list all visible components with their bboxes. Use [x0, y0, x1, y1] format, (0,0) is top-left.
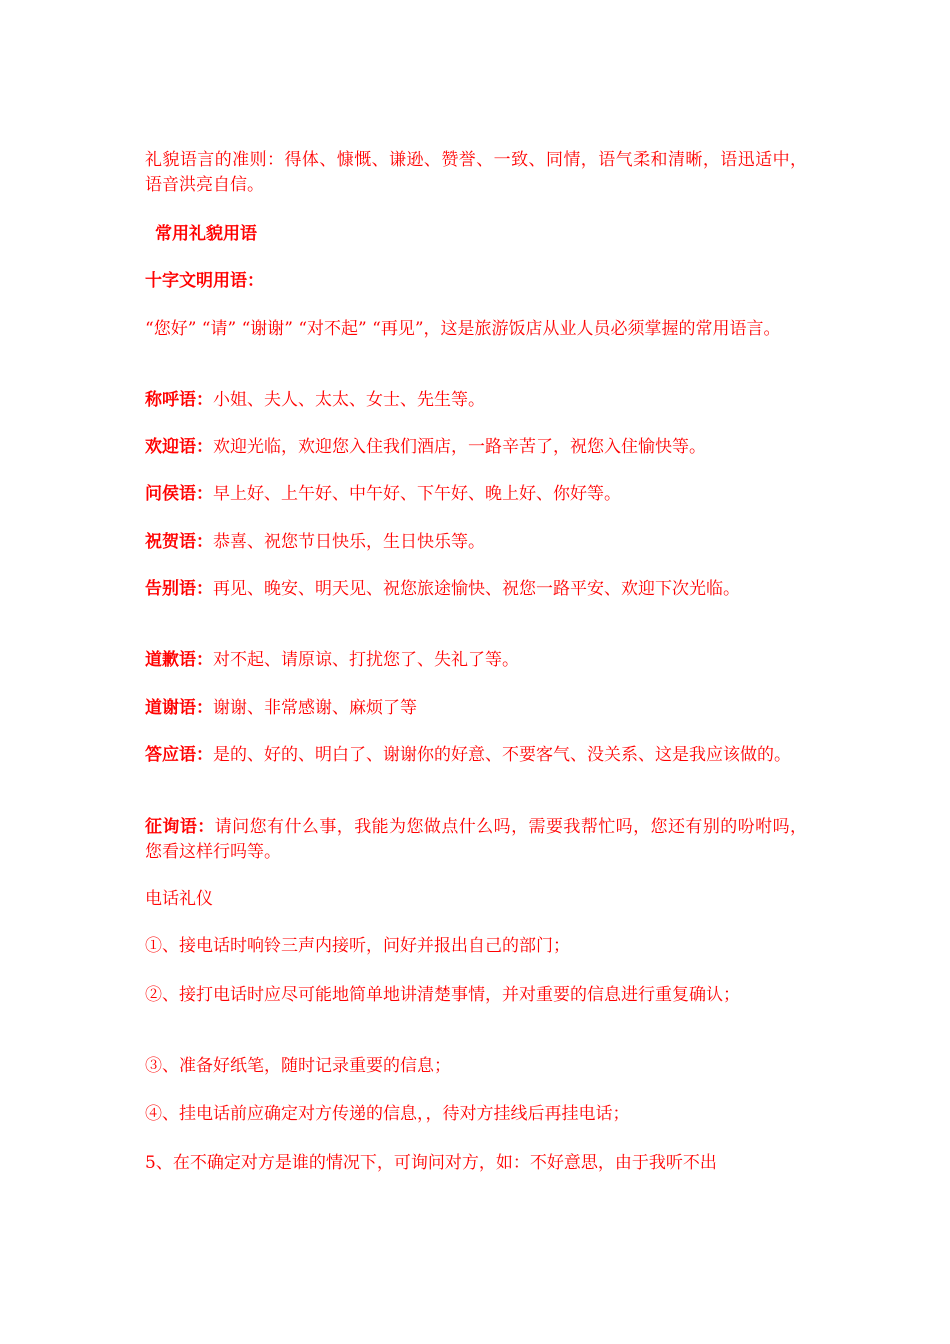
welcome-text: 欢迎光临，欢迎您入住我们酒店，一路辛苦了，祝您入住愉快等。: [213, 437, 706, 457]
farewell-label: 告别语：: [145, 579, 213, 599]
phone-item-2: ②、接打电话时应尽可能地简单地讲清楚事情，并对重要的信息进行重复确认；: [145, 985, 740, 1005]
response-text: 是的、好的、明白了、谢谢你的好意、不要客气、没关系、这是我应该做的。: [213, 745, 791, 765]
phone-item-4: ④、挂电话前应确定对方传递的信息，，待对方挂线后再挂电话；: [145, 1104, 630, 1124]
intro-paragraph: 礼貌语言的准则：得体、慷慨、谦逊、赞誉、一致、同情，语气柔和清晰，语迅适中，语音洪亮自信。: [145, 150, 807, 195]
address-label: 称呼语：: [145, 390, 213, 410]
greeting-label: 问侯语：: [145, 484, 213, 504]
inquiry-label: 征询语：: [145, 817, 215, 837]
address-text: 小姐、夫人、太太、女士、先生等。: [213, 390, 485, 410]
thanks-paragraph: [145, 696, 807, 721]
apology-label: 道歉语：: [145, 650, 213, 670]
phone-item-3: ③、准备好纸笔，随时记录重要的信息；: [145, 1056, 451, 1076]
thanks-label: 道谢语：: [145, 698, 213, 718]
greeting-text: 早上好、上午好、中午好、下午好、晚上好、你好等。: [213, 484, 621, 504]
response-paragraph: [145, 743, 807, 768]
inquiry-paragraph: [145, 815, 807, 865]
apology-paragraph: [145, 648, 807, 673]
apology-text: 对不起、请原谅、打扰您了、失礼了等。: [213, 650, 519, 670]
ten-words-title: 十字文明用语：: [145, 271, 264, 291]
phone-item-1: ①、接电话时响铃三声内接听，问好并报出自己的部门；: [145, 936, 570, 956]
congrats-label: 祝贺语：: [145, 532, 213, 552]
section-title: 常用礼貌用语: [155, 224, 257, 244]
thanks-text: 谢谢、非常感谢、麻烦了等: [213, 698, 417, 718]
welcome-paragraph: [145, 435, 807, 460]
response-label: 答应语：: [145, 745, 213, 765]
congrats-paragraph: [145, 530, 807, 555]
farewell-text: 再见、晚安、明天见、祝您旅途愉快、祝您一路平安、欢迎下次光临。: [213, 579, 740, 599]
greeting-paragraph: [145, 482, 807, 507]
phone-title: 电话礼仪: [145, 889, 213, 909]
farewell-paragraph: [145, 577, 807, 602]
congrats-text: 恭喜、祝您节日快乐，生日快乐等。: [213, 532, 485, 552]
inquiry-text: 请问您有什么事，我能为您做点什么吗，需要我帮忙吗，您还有别的吩咐吗，您看这样行吗等。: [145, 817, 808, 862]
address-paragraph: [145, 388, 807, 413]
ten-words-paragraph: “您好” “请” “谢谢” “对不起” “再见”，这是旅游饭店从业人员必须掌握的常用语言。: [145, 319, 781, 339]
welcome-label: 欢迎语：: [145, 437, 213, 457]
phone-item-5: 5、在不确定对方是谁的情况下，可询问对方，如：不好意思，由于我听不出: [145, 1153, 717, 1173]
